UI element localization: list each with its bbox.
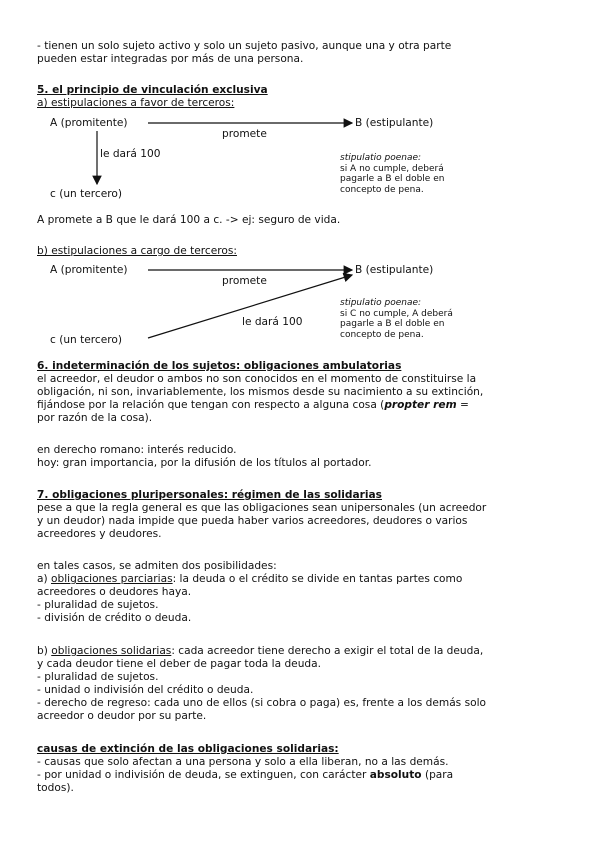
propter-rem-term: propter rem <box>384 399 457 411</box>
causas-end: todos). <box>37 782 74 794</box>
parciarias-text: : la deuda o el crédito se divide en tantas partes como <box>172 573 463 585</box>
diagram-a-note-title: stipulatio poenae: <box>340 153 422 163</box>
diagram-b-arrow-cb <box>148 275 352 338</box>
parciarias-item: - pluralidad de sujetos. <box>37 599 159 611</box>
subheading-b-text: b) estipulaciones a cargo de terceros: <box>37 245 237 257</box>
section-7-p1-line: acreedores y deudores. <box>37 528 162 540</box>
diagram-b-edge-cb-label: le dará 100 <box>242 316 303 328</box>
section-7-p1-line: pese a que la regla general es que las obligaciones sean unipersonales (un acreedor <box>37 502 487 514</box>
section-6-p1-end: por razón de la cosa). <box>37 412 153 424</box>
parciarias-cont: acreedores o deudores haya. <box>37 586 192 598</box>
solidarias-line <box>37 645 567 657</box>
section-6-p1-line: obligación, ni son, invariablemente, los mismos desde su nacimiento a su extinción, <box>37 386 484 398</box>
diagram-a-node-c: c (un tercero) <box>50 188 122 200</box>
solidarias-item: - pluralidad de sujetos. <box>37 671 159 683</box>
section-6-p1-after: = <box>456 399 469 411</box>
diagram-a-node-a: A (promitente) <box>50 117 128 129</box>
example-a: A promete a B que le dará 100 a c. -> ej: seguro de vida. <box>37 214 341 226</box>
diagram-b-node-b: B (estipulante) <box>355 264 434 276</box>
diagram-b-note-title: stipulatio poenae: <box>340 298 422 308</box>
diagram-a-note-line: pagarle a B el doble en <box>340 174 445 185</box>
parciarias-label: a) <box>37 573 51 585</box>
parciarias-item: - división de crédito o deuda. <box>37 612 192 624</box>
section-6-p1-line: el acreedor, el deudor o ambos no son conocidos en el momento de constituirse la <box>37 373 477 385</box>
parciarias-line <box>37 573 567 585</box>
parciarias-term: obligaciones parciarias <box>51 573 173 585</box>
section-6-heading: 6. indeterminación de los sujetos: obligaciones ambulatorias <box>37 360 402 372</box>
diagram-a-note-line: concepto de pena. <box>340 184 424 195</box>
diagram-b-note-line: pagarle a B el doble en <box>340 319 445 330</box>
solidarias-text: : cada acreedor tiene derecho a exigir el total de la deuda, <box>171 645 484 657</box>
diagram-b-edge-ab-label: promete <box>222 275 267 287</box>
section-6-p1-text: fijándose por la relación que tengan con respecto a alguna cosa ( <box>37 399 385 411</box>
diagram-b-note-line: concepto de pena. <box>340 329 424 340</box>
diagram-a-node-b: B (estipulante) <box>355 117 434 129</box>
diagram-b-node-a: A (promitente) <box>50 264 128 276</box>
solidarias-item: - unidad o indivisión del crédito o deuda. <box>37 684 254 696</box>
section-5-heading: 5. el principio de vinculación exclusiva <box>37 84 268 96</box>
intro-line-1: - tienen un solo sujeto activo y solo un sujeto pasivo, aunque una y otra parte <box>37 40 452 52</box>
causas-item-after: (para <box>421 769 454 781</box>
causas-item: - causas que solo afectan a una persona y solo a ella liberan, no a las demás. <box>37 756 449 768</box>
section-6-p1-line <box>37 399 567 411</box>
solidarias-item: - derecho de regreso: cada uno de ellos (si cobra o paga) es, frente a los demás solo <box>37 697 486 709</box>
section-7-p1-line: y un deudor) nada impide que pueda haber varios acreedores, deudores o varios <box>37 515 468 527</box>
diagram-a-edge-ac-label: le dará 100 <box>100 148 161 160</box>
section-7-p2: en tales casos, se admiten dos posibilidades: <box>37 560 277 572</box>
subheading-a-text: a) estipulaciones a favor de terceros: <box>37 97 235 109</box>
absoluto-term: absoluto <box>369 769 422 781</box>
solidarias-term: obligaciones solidarias <box>51 645 172 657</box>
causas-heading: causas de extinción de las obligaciones solidarias: <box>37 743 339 755</box>
diagram-a-note-line: si A no cumple, deberá <box>340 163 444 174</box>
section-6-p3: hoy: gran importancia, por la difusión de los títulos al portador. <box>37 457 372 469</box>
section-7-heading: 7. obligaciones pluripersonales: régimen de las solidarias <box>37 489 382 501</box>
solidarias-item: acreedor o deudor por su parte. <box>37 710 207 722</box>
diagram-a-edge-ab-label: promete <box>222 128 267 140</box>
causas-item <box>37 769 567 781</box>
intro-line-2: pueden estar integradas por más de una persona. <box>37 53 304 65</box>
solidarias-cont: y cada deudor tiene el deber de pagar toda la deuda. <box>37 658 321 670</box>
diagram-b-note-line: si C no cumple, A deberá <box>340 308 453 319</box>
section-6-p2: en derecho romano: interés reducido. <box>37 444 237 456</box>
causas-item-text: - por unidad o indivisión de deuda, se extinguen, con carácter <box>37 769 370 781</box>
solidarias-label: b) <box>37 645 52 657</box>
diagram-b-node-c: c (un tercero) <box>50 334 122 346</box>
